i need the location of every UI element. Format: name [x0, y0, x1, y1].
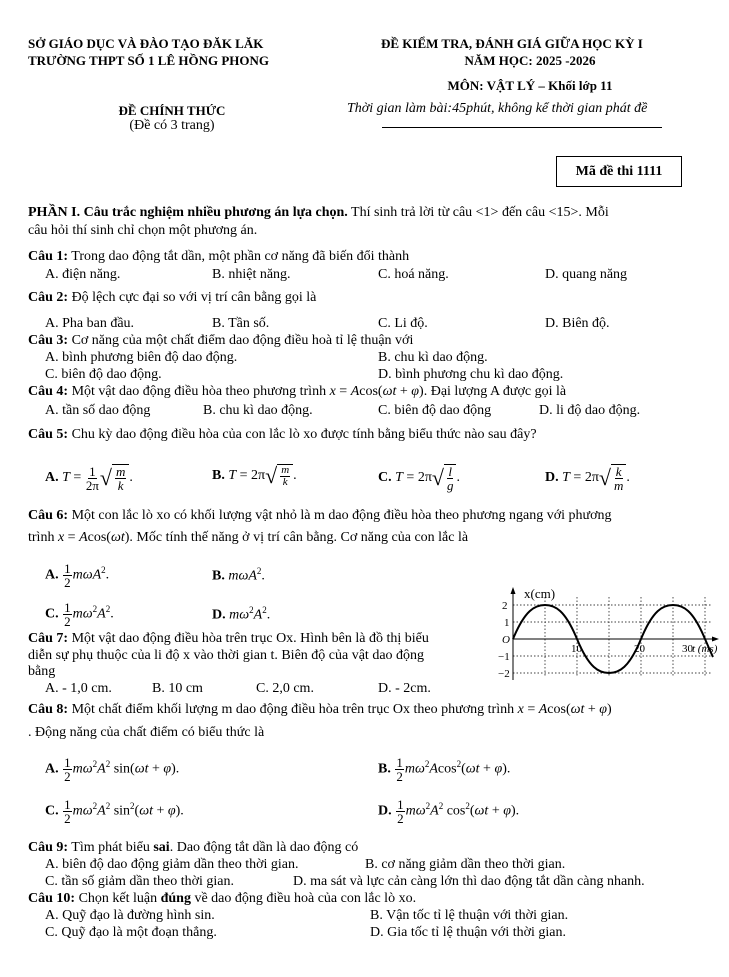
q8-stem: Câu 8: Một chất điểm khối lượng m dao động điều hòa trên trục Ox theo phương trình x = Acos(ωt + φ): [28, 702, 612, 717]
q9-label: Câu 9:: [28, 840, 69, 855]
q5-text: Chu kỳ dao động điều hòa của con lắc lò xo được tính bằng biểu thức nào sau đây?: [68, 427, 537, 442]
q6-label: Câu 6:: [28, 508, 69, 523]
graph-ytick-2: 2: [502, 600, 508, 612]
q5-option-d[interactable]: D. T = 2π √ $\frac{k}{m}$ .: [545, 464, 630, 493]
q5-option-a[interactable]: A. T = $\frac{1}{2\pi}$ √ $\frac{m}{k}$ .: [45, 463, 133, 493]
q6-option-b[interactable]: B. mωA$^2$.: [212, 566, 265, 584]
graph-xtick-30: 30: [682, 643, 693, 655]
q8-option-a[interactable]: A. $\frac{1}{2}$ $m\omega^2A^2$ sin(ωt + φ).: [45, 755, 180, 784]
q3-option-c[interactable]: C. biên độ dao động.: [45, 367, 162, 382]
q7-option-d[interactable]: D. - 2cm.: [378, 681, 431, 696]
part1-instr: Thí sinh trả lời từ câu <1> đến câu <15>. Mỗi: [347, 205, 609, 220]
page-count: (Đề có 3 trang): [129, 118, 215, 133]
q9-option-b[interactable]: B. cơ năng giảm dần theo thời gian.: [365, 857, 566, 872]
q5-option-c[interactable]: C. T = 2π √ $\frac{l}{g}$ .: [378, 464, 460, 493]
q1-option-a[interactable]: A. điện năng.: [45, 267, 121, 282]
graph-ytick-neg1: −1: [498, 651, 510, 663]
q10-option-d[interactable]: D. Gia tốc tỉ lệ thuận với thời gian.: [370, 925, 566, 940]
graph-xlabel: t (ms): [692, 643, 718, 655]
q2-option-a[interactable]: A. Pha ban đầu.: [45, 316, 135, 331]
q1-stem: [28, 249, 409, 265]
exam-title: ĐỀ KIỂM TRA, ĐÁNH GIÁ GIỮA HỌC KỲ I: [381, 36, 643, 51]
q2-option-d[interactable]: D. Biên độ.: [545, 316, 610, 331]
q7-stem-line2: diễn sự phụ thuộc của li độ x vào thời gian t. Biên độ của vật dao động: [28, 648, 425, 663]
q10-option-b[interactable]: B. Vận tốc tỉ lệ thuận với thời gian.: [370, 908, 569, 923]
q5-option-b[interactable]: B. T = 2π √ $\frac{m}{k}$ .: [212, 463, 297, 488]
q10-option-a[interactable]: A. Quỹ đạo là đường hình sin.: [45, 908, 215, 923]
q9-option-a[interactable]: A. biên độ dao động giảm dần theo thời gian.: [45, 857, 299, 872]
q1-option-b[interactable]: B. nhiệt năng.: [212, 267, 291, 282]
graph-xtick-10: 10: [571, 643, 582, 655]
q2-option-b[interactable]: B. Tần số.: [212, 316, 270, 331]
q6-option-a[interactable]: A. $\frac{1}{2}$ mωA$^2$.: [45, 561, 110, 590]
q3-label: Câu 3:: [28, 333, 69, 348]
q2-option-c[interactable]: C. Li độ.: [378, 316, 428, 331]
q9-option-d[interactable]: D. ma sát và lực cản càng lớn thì dao động tắt dần càng nhanh.: [293, 874, 645, 889]
q3-stem: [28, 333, 413, 349]
q4-option-d[interactable]: D. li độ dao động.: [539, 403, 641, 418]
subject: MÔN: VẬT LÝ – Khối lớp 11: [447, 78, 613, 93]
q5-stem: [28, 427, 537, 443]
q7-stem: [28, 631, 429, 647]
part1-instr-line1: [28, 205, 609, 221]
q4-stem: Câu 4: Một vật dao động điều hòa theo phương trình x = Acos(ωt + φ). Đại lượng A được gọi là: [28, 384, 567, 399]
school-year: NĂM HỌC: 2025 -2026: [464, 53, 596, 68]
graph-origin: O: [502, 634, 510, 646]
dept-name: SỞ GIÁO DỤC VÀ ĐÀO TẠO ĐĂK LĂK: [28, 36, 264, 51]
school-name: TRƯỜNG THPT SỐ 1 LÊ HỒNG PHONG: [28, 53, 270, 68]
q2-text: Độ lệch cực đại so với vị trí cân bằng gọi là: [68, 290, 317, 305]
q8-stem-line2: . Động năng của chất điểm có biểu thức là: [28, 725, 265, 740]
q8-option-d[interactable]: D. $\frac{1}{2}$ $m\omega^2A^2$ $\cos^2(\omega t + \varphi)$.: [378, 797, 520, 826]
q4-option-c[interactable]: C. biên độ dao động: [378, 403, 492, 418]
graph-ylabel: x(cm): [524, 586, 556, 601]
q1-text: Trong dao động tắt dần, một phần cơ năng đã biến đổi thành: [68, 249, 410, 264]
part1-instr-line2: câu hỏi thí sinh chỉ chọn một phương án.: [28, 223, 258, 238]
q4-label: Câu 4:: [28, 384, 69, 399]
graph-xtick-20: 20: [634, 643, 645, 655]
q4-option-a[interactable]: A. tần số dao động: [45, 403, 151, 418]
displacement-time-graph: [496, 585, 726, 685]
q2-stem: [28, 290, 316, 306]
graph-ytick-1: 1: [504, 617, 510, 629]
q5-label: Câu 5:: [28, 427, 69, 442]
q3-text: Cơ năng của một chất điểm dao động điều hoà tỉ lệ thuận với: [68, 333, 414, 348]
q7-label: Câu 7:: [28, 631, 69, 646]
q8-option-c[interactable]: C. $\frac{1}{2}$ $m\omega^2A^2$ $\sin^2(\omega t + \varphi)$.: [45, 797, 184, 826]
q9-stem: Câu 9: Tìm phát biểu sai. Dao động tắt dần là dao động có: [28, 840, 359, 855]
q1-option-d[interactable]: D. quang năng: [545, 267, 628, 282]
q10-label: Câu 10:: [28, 891, 76, 906]
q2-label: Câu 2:: [28, 290, 69, 305]
time-note: Thời gian làm bài:45phút, không kể thời gian phát đề: [347, 101, 648, 116]
q6-option-d[interactable]: D. $m\omega^2A^2$.: [212, 605, 271, 623]
official-label: ĐỀ CHÍNH THỨC: [118, 103, 226, 118]
q4-text: Một vật dao động điều hòa theo phương trình: [68, 384, 327, 399]
q3-option-d[interactable]: D. bình phương chu kì dao động.: [378, 367, 564, 382]
q9-option-c[interactable]: C. tần số giảm dần theo thời gian.: [45, 874, 234, 889]
q3-option-b[interactable]: B. chu kì dao động.: [378, 350, 488, 365]
exam-code: Mã đề thi 1111: [556, 156, 682, 187]
q4-equation: x: [329, 384, 336, 399]
q7-option-b[interactable]: B. 10 cm: [152, 681, 203, 696]
q10-option-c[interactable]: C. Quỹ đạo là một đoạn thẳng.: [45, 925, 217, 940]
q7-option-a[interactable]: A. - 1,0 cm.: [45, 681, 112, 696]
q1-label: Câu 1:: [28, 249, 69, 264]
q7-stem-line3: bằng: [28, 664, 56, 679]
q6-option-c[interactable]: C. $\frac{1}{2}$ $m\omega^2A^2$.: [45, 600, 114, 629]
divider: [382, 127, 662, 128]
q4-option-b[interactable]: B. chu kì dao động.: [203, 403, 313, 418]
q7-option-c[interactable]: C. 2,0 cm.: [256, 681, 314, 696]
q1-option-c[interactable]: C. hoá năng.: [378, 267, 449, 282]
q6-stem-line2: trình x = Acos(ωt). Mốc tính thế năng ở vị trí cân bằng. Cơ năng của con lắc là: [28, 530, 469, 545]
q8-option-b[interactable]: B. $\frac{1}{2}$ $m\omega^2Acos^2(\omega t + \varphi)$.: [378, 755, 511, 784]
q8-label: Câu 8:: [28, 702, 69, 717]
q8-text: Một chất điểm khối lượng m dao động điều hòa trên trục Ox theo phương trình: [68, 702, 515, 717]
q6-stem: [28, 508, 612, 524]
q6-text: Một con lắc lò xo có khối lượng vật nhỏ là m dao động điều hòa theo phương ngang với phương: [68, 508, 612, 523]
part1-title: PHẦN I. Câu trắc nghiệm nhiều phương án lựa chọn.: [28, 205, 348, 220]
q10-stem: Câu 10: Chọn kết luận đúng về dao động điều hoà của con lắc lò xo.: [28, 891, 417, 906]
q3-option-a[interactable]: A. bình phương biên độ dao động.: [45, 350, 238, 365]
graph-ytick-neg2: −2: [498, 668, 510, 680]
q4-text2: . Đại lượng A được gọi là: [423, 384, 567, 399]
q7-text: Một vật dao động điều hòa trên trục Ox. Hình bên là đồ thị biểu: [68, 631, 429, 646]
